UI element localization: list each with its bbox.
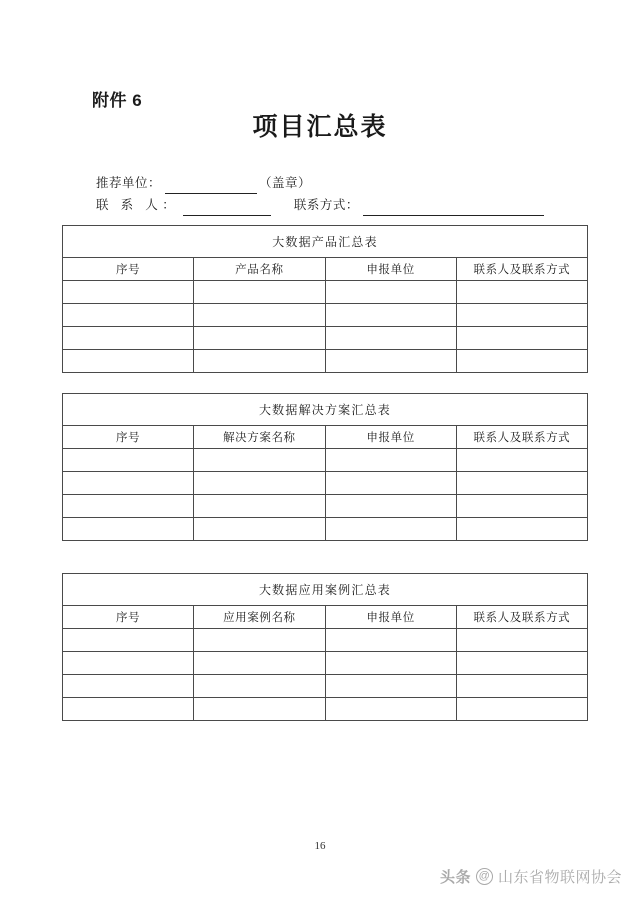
cell-contact[interactable] xyxy=(456,629,587,652)
cell-name[interactable] xyxy=(194,449,325,472)
cell-name[interactable] xyxy=(194,652,325,675)
table-header-row xyxy=(63,426,588,449)
cell-contact[interactable] xyxy=(456,472,587,495)
seal-note: （盖章） xyxy=(259,176,312,190)
cell-name[interactable] xyxy=(194,281,325,304)
cell-contact[interactable] xyxy=(456,304,587,327)
cell-contact[interactable] xyxy=(456,281,587,304)
column-header-name: 产品名称 xyxy=(194,258,325,281)
cell-org[interactable] xyxy=(325,652,456,675)
table-caption: 大数据应用案例汇总表 xyxy=(63,574,588,606)
column-header-contact: 联系人及联系方式 xyxy=(456,426,587,449)
table-row[interactable] xyxy=(63,675,588,698)
table-row[interactable] xyxy=(63,629,588,652)
table-row[interactable] xyxy=(63,472,588,495)
cell-seq[interactable] xyxy=(63,304,194,327)
table-row[interactable] xyxy=(63,449,588,472)
attachment-label: 附件 6 xyxy=(92,91,143,110)
cell-name[interactable] xyxy=(194,518,325,541)
cell-org[interactable] xyxy=(325,675,456,698)
cell-contact[interactable] xyxy=(456,652,587,675)
cell-org[interactable] xyxy=(325,327,456,350)
contact-person-input[interactable] xyxy=(183,202,271,216)
table-caption: 大数据产品汇总表 xyxy=(63,226,588,258)
watermark-brand: 头条 xyxy=(439,869,471,886)
cell-seq[interactable] xyxy=(63,495,194,518)
cell-name[interactable] xyxy=(194,629,325,652)
watermark xyxy=(440,866,622,887)
column-header-seq: 序号 xyxy=(63,606,194,629)
table-header-row xyxy=(63,258,588,281)
table-caption: 大数据解决方案汇总表 xyxy=(63,394,588,426)
cell-name[interactable] xyxy=(194,304,325,327)
table-row[interactable] xyxy=(63,495,588,518)
column-header-org: 申报单位 xyxy=(325,426,456,449)
cell-name[interactable] xyxy=(194,675,325,698)
cell-contact[interactable] xyxy=(456,518,587,541)
table-header-row xyxy=(63,606,588,629)
cell-org[interactable] xyxy=(325,449,456,472)
cell-org[interactable] xyxy=(325,304,456,327)
table-row[interactable] xyxy=(63,698,588,721)
cell-org[interactable] xyxy=(325,495,456,518)
contact-method-input[interactable] xyxy=(363,202,544,216)
column-header-name: 应用案例名称 xyxy=(194,606,325,629)
cell-contact[interactable] xyxy=(456,698,587,721)
cell-seq[interactable] xyxy=(63,698,194,721)
cell-contact[interactable] xyxy=(456,350,587,373)
cell-contact[interactable] xyxy=(456,675,587,698)
cell-name[interactable] xyxy=(194,350,325,373)
cell-contact[interactable] xyxy=(456,327,587,350)
cell-seq[interactable] xyxy=(63,472,194,495)
cell-seq[interactable] xyxy=(63,281,194,304)
column-header-org: 申报单位 xyxy=(325,606,456,629)
cell-name[interactable] xyxy=(194,698,325,721)
page-title: 项目汇总表 xyxy=(252,114,388,141)
table-row[interactable] xyxy=(63,327,588,350)
table-big-data-products xyxy=(62,225,588,373)
watermark-account: 山东省物联网协会 xyxy=(497,869,622,886)
column-header-seq: 序号 xyxy=(63,258,194,281)
cell-name[interactable] xyxy=(194,472,325,495)
column-header-contact: 联系人及联系方式 xyxy=(456,606,587,629)
contact-person-label: 联 系 人： xyxy=(96,198,180,212)
recommend-unit-line xyxy=(96,172,546,194)
cell-name[interactable] xyxy=(194,327,325,350)
contact-line xyxy=(96,194,546,216)
contact-method-label: 联系方式： xyxy=(293,198,359,212)
cell-seq[interactable] xyxy=(63,629,194,652)
cell-contact[interactable] xyxy=(456,449,587,472)
table-big-data-solutions xyxy=(62,393,588,541)
cell-contact[interactable] xyxy=(456,495,587,518)
column-header-org: 申报单位 xyxy=(325,258,456,281)
table-row[interactable] xyxy=(63,281,588,304)
column-header-name: 解决方案名称 xyxy=(194,426,325,449)
meta-fields xyxy=(96,172,546,216)
cell-seq[interactable] xyxy=(63,675,194,698)
cell-org[interactable] xyxy=(325,350,456,373)
cell-seq[interactable] xyxy=(63,518,194,541)
column-header-seq: 序号 xyxy=(63,426,194,449)
cell-seq[interactable] xyxy=(63,350,194,373)
table-row[interactable] xyxy=(63,350,588,373)
cell-seq[interactable] xyxy=(63,449,194,472)
table-row[interactable] xyxy=(63,652,588,675)
page-number: 16 xyxy=(314,840,326,852)
cell-org[interactable] xyxy=(325,281,456,304)
recommend-unit-input[interactable] xyxy=(165,180,257,194)
cell-seq[interactable] xyxy=(63,327,194,350)
cell-org[interactable] xyxy=(325,629,456,652)
recommend-unit-label: 推荐单位： xyxy=(96,176,162,190)
at-sign-icon: @ xyxy=(476,868,493,885)
column-header-contact: 联系人及联系方式 xyxy=(456,258,587,281)
table-row[interactable] xyxy=(63,518,588,541)
table-big-data-cases xyxy=(62,573,588,721)
cell-org[interactable] xyxy=(325,518,456,541)
cell-name[interactable] xyxy=(194,495,325,518)
table-row[interactable] xyxy=(63,304,588,327)
cell-seq[interactable] xyxy=(63,652,194,675)
cell-org[interactable] xyxy=(325,698,456,721)
cell-org[interactable] xyxy=(325,472,456,495)
